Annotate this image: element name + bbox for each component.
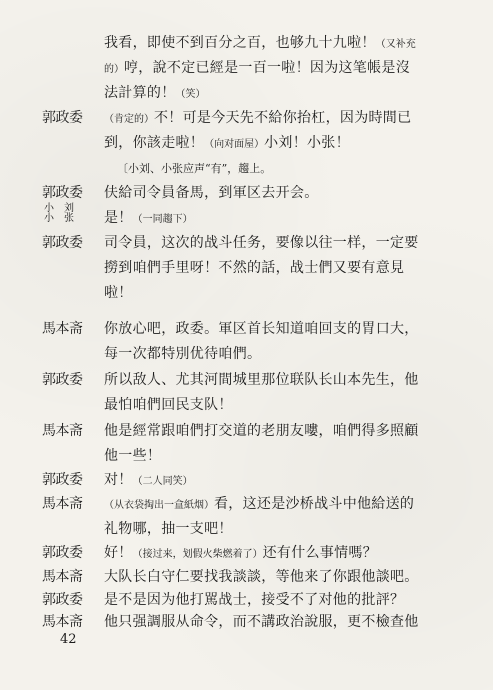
dialogue-text: 好！ <box>104 545 133 561</box>
speaker-name-2: 小 张 <box>44 213 74 224</box>
speaker-name: 郭政委 <box>42 235 83 251</box>
speaker-name: 馬本斋 <box>42 614 83 630</box>
dialogue-line <box>104 518 440 538</box>
dialogue-line <box>104 107 440 127</box>
dialogue-text: 他是經常跟咱們打交道的老朋友嘍，咱們得多照顧 <box>104 423 419 439</box>
dialogue-line <box>104 542 440 562</box>
speaker-name: 馬本斋 <box>42 496 83 512</box>
dialogue-text: 哼，說不定已經是一百一啦！因为这笔帳是沒 <box>124 60 410 76</box>
speaker-name: 郭政委 <box>42 545 83 561</box>
stage-note: （又补充 <box>375 39 416 50</box>
dialogue-text: 是！ <box>104 210 133 226</box>
speaker-name-1: 小 刘 <box>44 203 74 214</box>
dialogue-line <box>104 282 440 302</box>
dialogue-text: 他一些！ <box>104 448 162 464</box>
dialogue-line <box>104 318 440 338</box>
speaker-name: 郭政委 <box>42 592 83 608</box>
dialogue-line <box>104 611 440 631</box>
dialogue-text: 撈到咱們手里呀！不然的話，战士們又要有意見 <box>104 260 405 276</box>
dialogue-text: 是不是因为他打駡战士，接受不了对他的批評？ <box>104 592 405 608</box>
stage-note: （从衣袋掏出一盒紙烟） <box>104 500 214 511</box>
dialogue-line <box>104 57 440 77</box>
speaker-name: 郭政委 <box>42 372 83 388</box>
dialogue-text: 啦！ <box>104 285 133 301</box>
dialogue-text: 到，你該走啦！ <box>104 135 205 151</box>
dialogue-text: 礼物哪，抽一支吧！ <box>104 521 233 537</box>
stage-note: （肯定的） <box>104 114 154 125</box>
dialogue-text: 对！ <box>104 472 133 488</box>
dialogue-text: 小刘！小张！ <box>264 135 350 151</box>
speaker-name: 馬本斋 <box>42 321 83 337</box>
dialogue-line <box>104 445 440 465</box>
speaker-name: 郭政委 <box>42 472 83 488</box>
dialogue-line <box>104 82 440 102</box>
stage-note: （二人同笑） <box>132 476 193 487</box>
dialogue-line <box>104 232 440 252</box>
speaker-name: 郭政委 <box>42 110 83 126</box>
dialogue-text: 他只强調服从命令，而不講政治說服，更不檢查他 <box>104 614 419 630</box>
stage-note: （向对面屋） <box>204 139 265 150</box>
page-number: 42 <box>60 632 77 647</box>
dialogue-text: 每一次都特別优待咱們。 <box>104 346 262 362</box>
dialogue-text: 所以敌人、尤其河間城里那位联队长山本先生，他 <box>104 372 419 388</box>
dialogue-text: 伕給司令員备馬，到軍区去开会。 <box>104 185 319 201</box>
dialogue-line <box>104 420 440 440</box>
dialogue-line <box>104 32 440 52</box>
dialogue-text: 还有什么事情嗎？ <box>262 545 378 561</box>
speaker-name <box>44 204 84 224</box>
dialogue-line <box>104 589 440 609</box>
speaker-name: 馬本斋 <box>42 569 83 585</box>
dialogue-text: 最怕咱們回民支队！ <box>104 397 233 413</box>
dialogue-text: 司令員，这次的战斗任务，要像以往一样，一定要 <box>104 235 419 251</box>
dialogue-line <box>104 469 440 489</box>
dialogue-text: 不！可是今天先不給你抬杠，因为時間已 <box>154 110 412 126</box>
dialogue-line <box>104 493 440 513</box>
dialogue-line <box>104 394 440 414</box>
stage-note: 的） <box>104 64 124 75</box>
dialogue-line <box>104 207 440 227</box>
stage-note: （一同趨下） <box>132 214 193 225</box>
dialogue-text: 法計算的！ <box>104 85 176 101</box>
stage-note: （笑） <box>175 89 206 100</box>
dialogue-line <box>104 369 440 389</box>
dialogue-text: 我看，即使不到百分之百，也够九十九啦！ <box>104 35 376 51</box>
dialogue-text: 你放心吧，政委。軍区首长知道咱回支的胃口大， <box>104 321 419 337</box>
dialogue-line <box>104 566 440 586</box>
speaker-name: 馬本斋 <box>42 423 83 439</box>
dialogue-line <box>104 182 440 202</box>
dialogue-text: 看，这还是沙桥战斗中他給送的 <box>214 496 415 512</box>
dialogue-line <box>104 132 440 152</box>
stage-note: （接过来，划假火柴燃着了） <box>132 549 263 560</box>
speaker-name: 郭政委 <box>42 185 83 201</box>
dialogue-line <box>104 257 440 277</box>
stage-direction: 〔小刘、小张应声“有”，趨上。 <box>117 162 272 175</box>
dialogue-text: 大队长白守仁要找我談談，等他来了你跟他談吧。 <box>104 569 419 585</box>
dialogue-line <box>104 343 440 363</box>
